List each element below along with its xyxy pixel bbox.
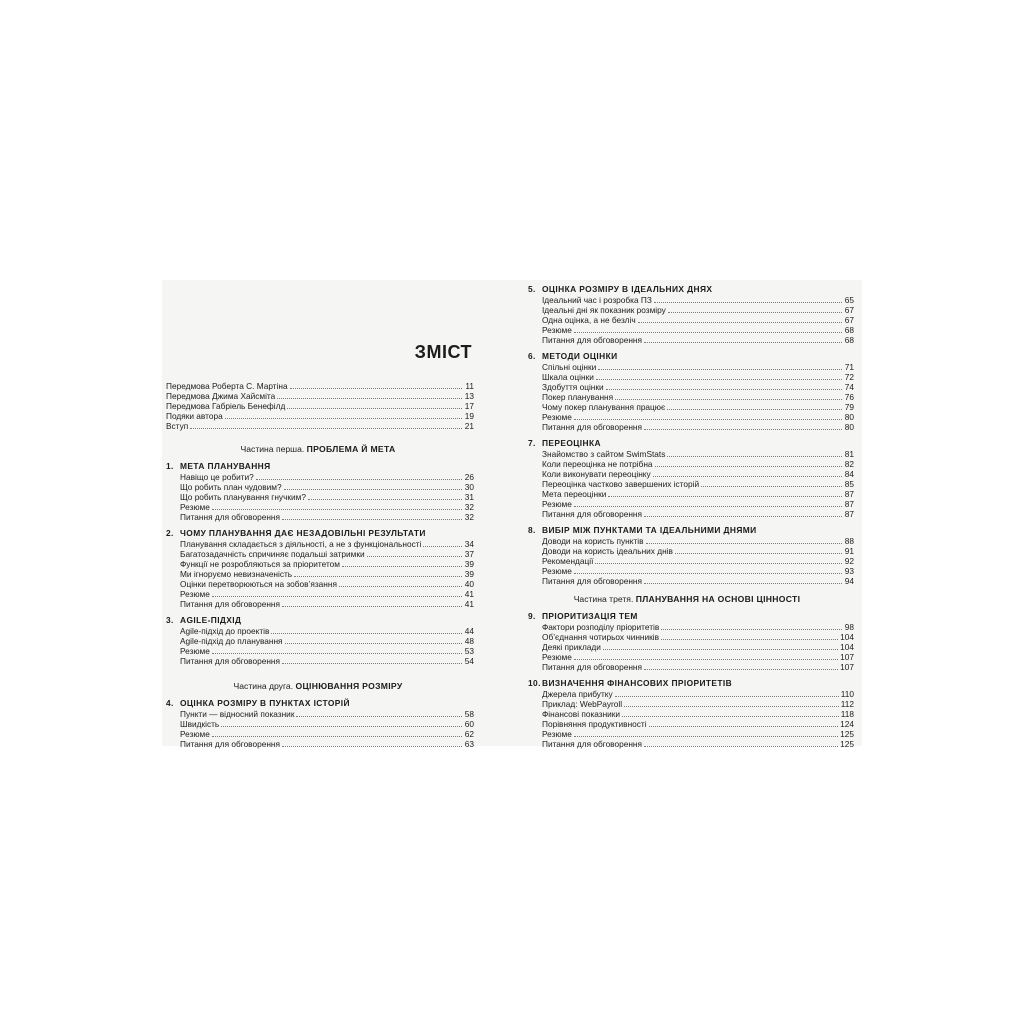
toc-entry[interactable] — [512, 662, 862, 672]
part-label: Частина друга. — [233, 681, 294, 691]
dot-leader — [654, 295, 842, 303]
chapter-number: 7. — [528, 438, 536, 448]
entry-title: Питання для обговорення — [542, 335, 643, 345]
page-number: 62 — [464, 729, 474, 739]
dot-leader — [296, 709, 462, 717]
dot-leader — [574, 729, 838, 737]
entry-title: Резюме — [180, 502, 210, 512]
dot-leader — [574, 325, 842, 333]
chapter-heading[interactable] — [162, 615, 512, 626]
part-label: Частина третя. — [573, 594, 634, 604]
entry-title: Резюме — [542, 729, 572, 739]
toc-entry[interactable] — [512, 459, 862, 469]
toc-entry[interactable] — [512, 295, 862, 305]
chapter-number: 2. — [166, 528, 174, 538]
chapter-heading[interactable] — [512, 525, 862, 536]
page-number: 112 — [840, 699, 854, 709]
dot-leader — [256, 472, 462, 480]
entry-title: Деякі приклади — [542, 642, 601, 652]
entry-title: Ми ігноруємо невизначеність — [180, 569, 293, 579]
chapter-title: ВИБІР МІЖ ПУНКТАМИ ТА ІДЕАЛЬНИМИ ДНЯМИ — [542, 525, 757, 535]
page-number: 88 — [844, 536, 854, 546]
entry-title: Ідеальний час і розробка ПЗ — [542, 295, 652, 305]
entry-title: Подяки автора — [166, 411, 223, 421]
dot-leader — [574, 499, 842, 507]
entry-title: Питання для обговорення — [180, 656, 281, 666]
dot-leader — [190, 421, 462, 429]
toc-entry[interactable] — [162, 391, 512, 401]
dot-leader — [339, 579, 462, 587]
page-number: 48 — [464, 636, 474, 646]
page-number: 39 — [464, 569, 474, 579]
page-number: 53 — [464, 646, 474, 656]
page-number: 30 — [464, 482, 474, 492]
dot-leader — [667, 402, 842, 410]
page-number: 104 — [840, 642, 854, 652]
part-heading — [512, 593, 862, 605]
page-number: 44 — [464, 626, 474, 636]
toc-entry[interactable] — [512, 372, 862, 382]
entry-title: Чому покер планування працює — [542, 402, 666, 412]
toc-entry[interactable] — [162, 589, 512, 599]
toc-entry[interactable] — [162, 482, 512, 492]
entry-title: Знайомство з сайтом SwimStats — [542, 449, 666, 459]
entry-title: Швидкість — [180, 719, 220, 729]
dot-leader — [221, 719, 462, 727]
toc-entry[interactable] — [512, 479, 862, 489]
toc-entry[interactable] — [162, 539, 512, 549]
entry-title: Передмова Джима Хайсміта — [166, 391, 276, 401]
toc-entry[interactable] — [512, 719, 862, 729]
toc-entry[interactable] — [512, 556, 862, 566]
toc-entry[interactable] — [512, 509, 862, 519]
toc-title: ЗМІСТ — [414, 342, 472, 362]
dot-leader — [622, 709, 839, 717]
entry-title: Передмова Роберта С. Мартіна — [166, 381, 288, 391]
page-number: 98 — [844, 622, 854, 632]
page-number: 80 — [844, 422, 854, 432]
page-number: 41 — [464, 589, 474, 599]
toc-entry[interactable] — [162, 569, 512, 579]
page-number: 11 — [465, 381, 474, 391]
part-heading — [162, 443, 474, 455]
entry-title: Навіщо це робити? — [180, 472, 254, 482]
page-number: 80 — [844, 412, 854, 422]
chapter-number: 8. — [528, 525, 536, 535]
chapter-heading[interactable] — [162, 461, 512, 472]
dot-leader — [282, 512, 462, 520]
page-number: 60 — [464, 719, 474, 729]
page-number: 54 — [464, 656, 474, 666]
toc-entry[interactable] — [512, 412, 862, 422]
dot-leader — [675, 546, 842, 554]
toc-entry[interactable] — [162, 411, 512, 421]
page-number: 34 — [464, 539, 474, 549]
entry-title: Резюме — [180, 646, 210, 656]
toc-entry[interactable] — [162, 492, 512, 502]
toc-entry[interactable] — [162, 719, 512, 729]
toc-entry[interactable] — [162, 626, 512, 636]
page-number: 92 — [844, 556, 854, 566]
dot-leader — [284, 482, 462, 490]
entry-title: Доводи на користь ідеальних днів — [542, 546, 673, 556]
dot-leader — [644, 662, 838, 670]
entry-title: Оцінки перетворюються на зобов’язання — [180, 579, 337, 589]
entry-title: Питання для обговорення — [542, 662, 643, 672]
entry-title: Питання для обговорення — [542, 576, 643, 586]
chapter-heading[interactable] — [162, 698, 512, 709]
entry-title: Питання для обговорення — [180, 512, 281, 522]
dot-leader — [667, 449, 842, 457]
dot-leader — [367, 549, 462, 557]
toc-entry[interactable] — [162, 512, 512, 522]
entry-title: Коли виконувати переоцінку — [542, 469, 651, 479]
page-number: 93 — [844, 566, 854, 576]
entry-title: Резюме — [542, 566, 572, 576]
chapter-title: ПРІОРИТИЗАЦІЯ ТЕМ — [542, 611, 638, 621]
chapter-heading[interactable] — [512, 678, 862, 689]
page-number: 32 — [464, 502, 474, 512]
part-label: Частина перша. — [240, 444, 305, 454]
dot-leader — [615, 392, 842, 400]
page-number: 87 — [844, 509, 854, 519]
entry-title: Резюме — [180, 589, 210, 599]
entry-title: Доводи на користь пунктів — [542, 536, 644, 546]
page-number: 82 — [844, 459, 854, 469]
dot-leader — [212, 502, 462, 510]
page-number: 84 — [844, 469, 854, 479]
page-number: 65 — [844, 295, 854, 305]
chapter-title: ВИЗНАЧЕННЯ ФІНАНСОВИХ ПРІОРИТЕТІВ — [542, 678, 733, 688]
entry-title: Спільні оцінки — [542, 362, 597, 372]
entry-title: Планування складається з діяльності, а не з функціональності — [180, 539, 422, 549]
toc-entry[interactable] — [162, 421, 512, 431]
entry-title: Питання для обговорення — [180, 739, 281, 749]
page-number: 79 — [844, 402, 854, 412]
chapter-title: ПЕРЕОЦІНКА — [542, 438, 601, 448]
dot-leader — [624, 699, 839, 707]
entry-title: Передмова Габріель Бенефілд — [166, 401, 286, 411]
preface-list — [162, 381, 512, 749]
page-number: 26 — [464, 472, 474, 482]
entry-title: Питання для обговорення — [542, 509, 643, 519]
toc-entry[interactable] — [512, 709, 862, 719]
entry-title: Agile-підхід до проектів — [180, 626, 270, 636]
entry-title: Об’єднання чотирьох чинників — [542, 632, 660, 642]
dot-leader — [282, 739, 462, 747]
toc-entry[interactable] — [512, 546, 862, 556]
entry-title: Мета переоцінки — [542, 489, 607, 499]
toc-entry[interactable] — [512, 652, 862, 662]
page-number: 81 — [844, 449, 854, 459]
page-number: 110 — [840, 689, 854, 699]
entry-title: Одна оцінка, а не безліч — [542, 315, 636, 325]
entry-title: Що робить планування гнучким? — [180, 492, 306, 502]
dot-leader — [595, 556, 842, 564]
toc-entry[interactable] — [162, 472, 512, 482]
part-title: ПРОБЛЕМА Й МЕТА — [306, 444, 396, 454]
dot-leader — [574, 412, 842, 420]
toc-entry[interactable] — [162, 656, 512, 666]
entry-title: Покер планування — [542, 392, 614, 402]
toc-entry[interactable] — [512, 632, 862, 642]
toc-entry[interactable] — [162, 599, 512, 609]
page-number: 39 — [464, 559, 474, 569]
entry-title: Резюме — [542, 412, 572, 422]
toc-entry[interactable] — [512, 449, 862, 459]
page-number: 91 — [844, 546, 854, 556]
dot-leader — [282, 599, 462, 607]
entry-title: Здобуття оцінки — [542, 382, 604, 392]
chapter-number: 5. — [528, 284, 536, 294]
dot-leader — [661, 622, 842, 630]
toc-entry[interactable] — [512, 382, 862, 392]
entry-title: Резюме — [180, 729, 210, 739]
page-number: 87 — [844, 499, 854, 509]
toc-entry[interactable] — [512, 362, 862, 372]
toc-entry[interactable] — [512, 566, 862, 576]
dot-leader — [615, 689, 839, 697]
toc-entry[interactable] — [512, 689, 862, 699]
entry-title: Що робить план чудовим? — [180, 482, 282, 492]
dot-leader — [290, 381, 462, 389]
chapter-title: AGILE-ПІДХІД — [180, 615, 242, 625]
page-number: 125 — [840, 739, 854, 749]
toc-entry[interactable] — [512, 402, 862, 412]
page-number: 32 — [464, 512, 474, 522]
dot-leader — [655, 459, 842, 467]
dot-leader — [644, 509, 842, 517]
entry-title: Коли переоцінка не потрібна — [542, 459, 653, 469]
dot-leader — [638, 315, 842, 323]
page-number: 21 — [464, 421, 474, 431]
page-number: 85 — [844, 479, 854, 489]
dot-leader — [212, 646, 462, 654]
page-number: 63 — [464, 739, 474, 749]
toc-entry[interactable] — [162, 502, 512, 512]
toc-entry[interactable] — [162, 709, 512, 719]
toc-entry[interactable] — [162, 401, 512, 411]
page-number: 41 — [464, 599, 474, 609]
entry-title: Вступ — [166, 421, 189, 431]
page-number: 118 — [840, 709, 854, 719]
dot-leader — [646, 536, 842, 544]
page-number: 71 — [844, 362, 854, 372]
toc-entry[interactable] — [512, 392, 862, 402]
dot-leader — [644, 335, 842, 343]
page-number: 58 — [464, 709, 474, 719]
page-number: 72 — [844, 372, 854, 382]
page-number: 13 — [464, 391, 474, 401]
toc-entry[interactable] — [162, 729, 512, 739]
page-number: 124 — [840, 719, 854, 729]
page-number: 68 — [844, 335, 854, 345]
dot-leader — [285, 636, 462, 644]
toc-entry[interactable] — [512, 536, 862, 546]
entry-title: Ідеальні дні як показник розміру — [542, 305, 666, 315]
page-number: 67 — [844, 315, 854, 325]
toc-entry[interactable] — [512, 422, 862, 432]
toc-entry[interactable] — [162, 646, 512, 656]
entry-title: Рекомендації — [542, 556, 594, 566]
page-number: 74 — [844, 382, 854, 392]
page-number: 104 — [840, 632, 854, 642]
dot-leader — [308, 492, 462, 500]
entry-title: Фінансові показники — [542, 709, 621, 719]
dot-leader — [644, 576, 842, 584]
chapter-number: 4. — [166, 698, 174, 708]
dot-leader — [282, 656, 462, 664]
dot-leader — [287, 401, 462, 409]
page-number: 19 — [464, 411, 474, 421]
chapter-title: ОЦІНКА РОЗМІРУ В ПУНКТАХ ІСТОРІЙ — [180, 698, 350, 708]
page-number: 31 — [464, 492, 474, 502]
chapter-number: 1. — [166, 461, 174, 471]
toc-entry[interactable] — [512, 729, 862, 739]
entry-title: Питання для обговорення — [180, 599, 281, 609]
entry-title: Шкала оцінки — [542, 372, 594, 382]
page-number: 107 — [840, 652, 854, 662]
toc-entry[interactable] — [162, 549, 512, 559]
toc-entry[interactable] — [162, 559, 512, 569]
toc-entry[interactable] — [512, 576, 862, 586]
chapter-title: ОЦІНКА РОЗМІРУ В ІДЕАЛЬНИХ ДНЯХ — [542, 284, 713, 294]
page-number: 67 — [844, 305, 854, 315]
dot-leader — [574, 566, 842, 574]
toc-entry[interactable] — [512, 699, 862, 709]
entry-title: Джерела прибутку — [542, 689, 613, 699]
dot-leader — [423, 539, 462, 547]
dot-leader — [603, 642, 838, 650]
dot-leader — [644, 739, 838, 747]
dot-leader — [342, 559, 462, 567]
page-number: 40 — [464, 579, 474, 589]
toc-entry[interactable] — [512, 739, 862, 749]
toc-entry[interactable] — [162, 579, 512, 589]
page-number: 68 — [844, 325, 854, 335]
part-title: ОЦІНЮВАННЯ РОЗМІРУ — [295, 681, 403, 691]
chapter-heading[interactable] — [512, 611, 862, 622]
chapter-heading[interactable] — [512, 351, 862, 362]
entry-title: Питання для обговорення — [542, 739, 643, 749]
toc-entry[interactable] — [512, 325, 862, 335]
dot-leader — [596, 372, 842, 380]
dot-leader — [277, 391, 462, 399]
page-number: 125 — [840, 729, 854, 739]
dot-leader — [271, 626, 462, 634]
chapter-title: МЕТОДИ ОЦІНКИ — [542, 351, 618, 361]
chapter-heading[interactable] — [162, 528, 512, 539]
dot-leader — [598, 362, 842, 370]
entry-title: Agile-підхід до планування — [180, 636, 283, 646]
dot-leader — [608, 489, 842, 497]
right-flow — [512, 278, 862, 749]
page-number: 17 — [464, 401, 474, 411]
page-number: 87 — [844, 489, 854, 499]
chapter-heading[interactable] — [512, 284, 862, 295]
toc-entry[interactable] — [162, 739, 512, 749]
chapter-number: 10. — [528, 678, 541, 688]
dot-leader — [212, 589, 462, 597]
dot-leader — [668, 305, 842, 313]
dot-leader — [701, 479, 842, 487]
entry-title: Приклад: WebPayroll — [542, 699, 623, 709]
dot-leader — [653, 469, 842, 477]
chapter-heading[interactable] — [512, 438, 862, 449]
dot-leader — [212, 729, 462, 737]
page-number: 37 — [464, 549, 474, 559]
part-heading — [162, 680, 474, 692]
dot-leader — [606, 382, 842, 390]
toc-entry[interactable] — [512, 499, 862, 509]
entry-title: Резюме — [542, 325, 572, 335]
chapter-number: 9. — [528, 611, 536, 621]
dot-leader — [225, 411, 462, 419]
toc-entry[interactable] — [512, 335, 862, 345]
dot-leader — [649, 719, 839, 727]
toc-entry[interactable] — [512, 305, 862, 315]
entry-title: Резюме — [542, 652, 572, 662]
dot-leader — [294, 569, 462, 577]
chapter-title: МЕТА ПЛАНУВАННЯ — [180, 461, 271, 471]
entry-title: Резюме — [542, 499, 572, 509]
page-number: 76 — [844, 392, 854, 402]
dot-leader — [644, 422, 842, 430]
chapter-number: 3. — [166, 615, 174, 625]
entry-title: Функції не розробляються за пріоритетом — [180, 559, 340, 569]
page-number: 107 — [840, 662, 854, 672]
toc-entry[interactable] — [512, 622, 862, 632]
part-title: ПЛАНУВАННЯ НА ОСНОВІ ЦІННОСТІ — [635, 594, 801, 604]
entry-title: Переоцінка частково завершених історій — [542, 479, 700, 489]
dot-leader — [574, 652, 838, 660]
toc-entry[interactable] — [162, 636, 512, 646]
dot-leader — [661, 632, 838, 640]
entry-title: Фактори розподілу пріоритетів — [542, 622, 660, 632]
entry-title: Питання для обговорення — [542, 422, 643, 432]
chapter-title: ЧОМУ ПЛАНУВАННЯ ДАЄ НЕЗАДОВІЛЬНІ РЕЗУЛЬТАТИ — [180, 528, 426, 538]
toc-entry[interactable] — [162, 381, 512, 391]
toc-entry[interactable] — [512, 642, 862, 652]
chapter-number: 6. — [528, 351, 536, 361]
entry-title: Пункти — відносний показник — [180, 709, 295, 719]
entry-title: Порівняння продуктивності — [542, 719, 647, 729]
book-spread — [162, 280, 862, 749]
page-number: 94 — [844, 576, 854, 586]
toc-entry[interactable] — [512, 315, 862, 325]
toc-entry[interactable] — [512, 489, 862, 499]
entry-title: Багатозадачність спричиняє подальші затримки — [180, 549, 365, 559]
toc-entry[interactable] — [512, 469, 862, 479]
